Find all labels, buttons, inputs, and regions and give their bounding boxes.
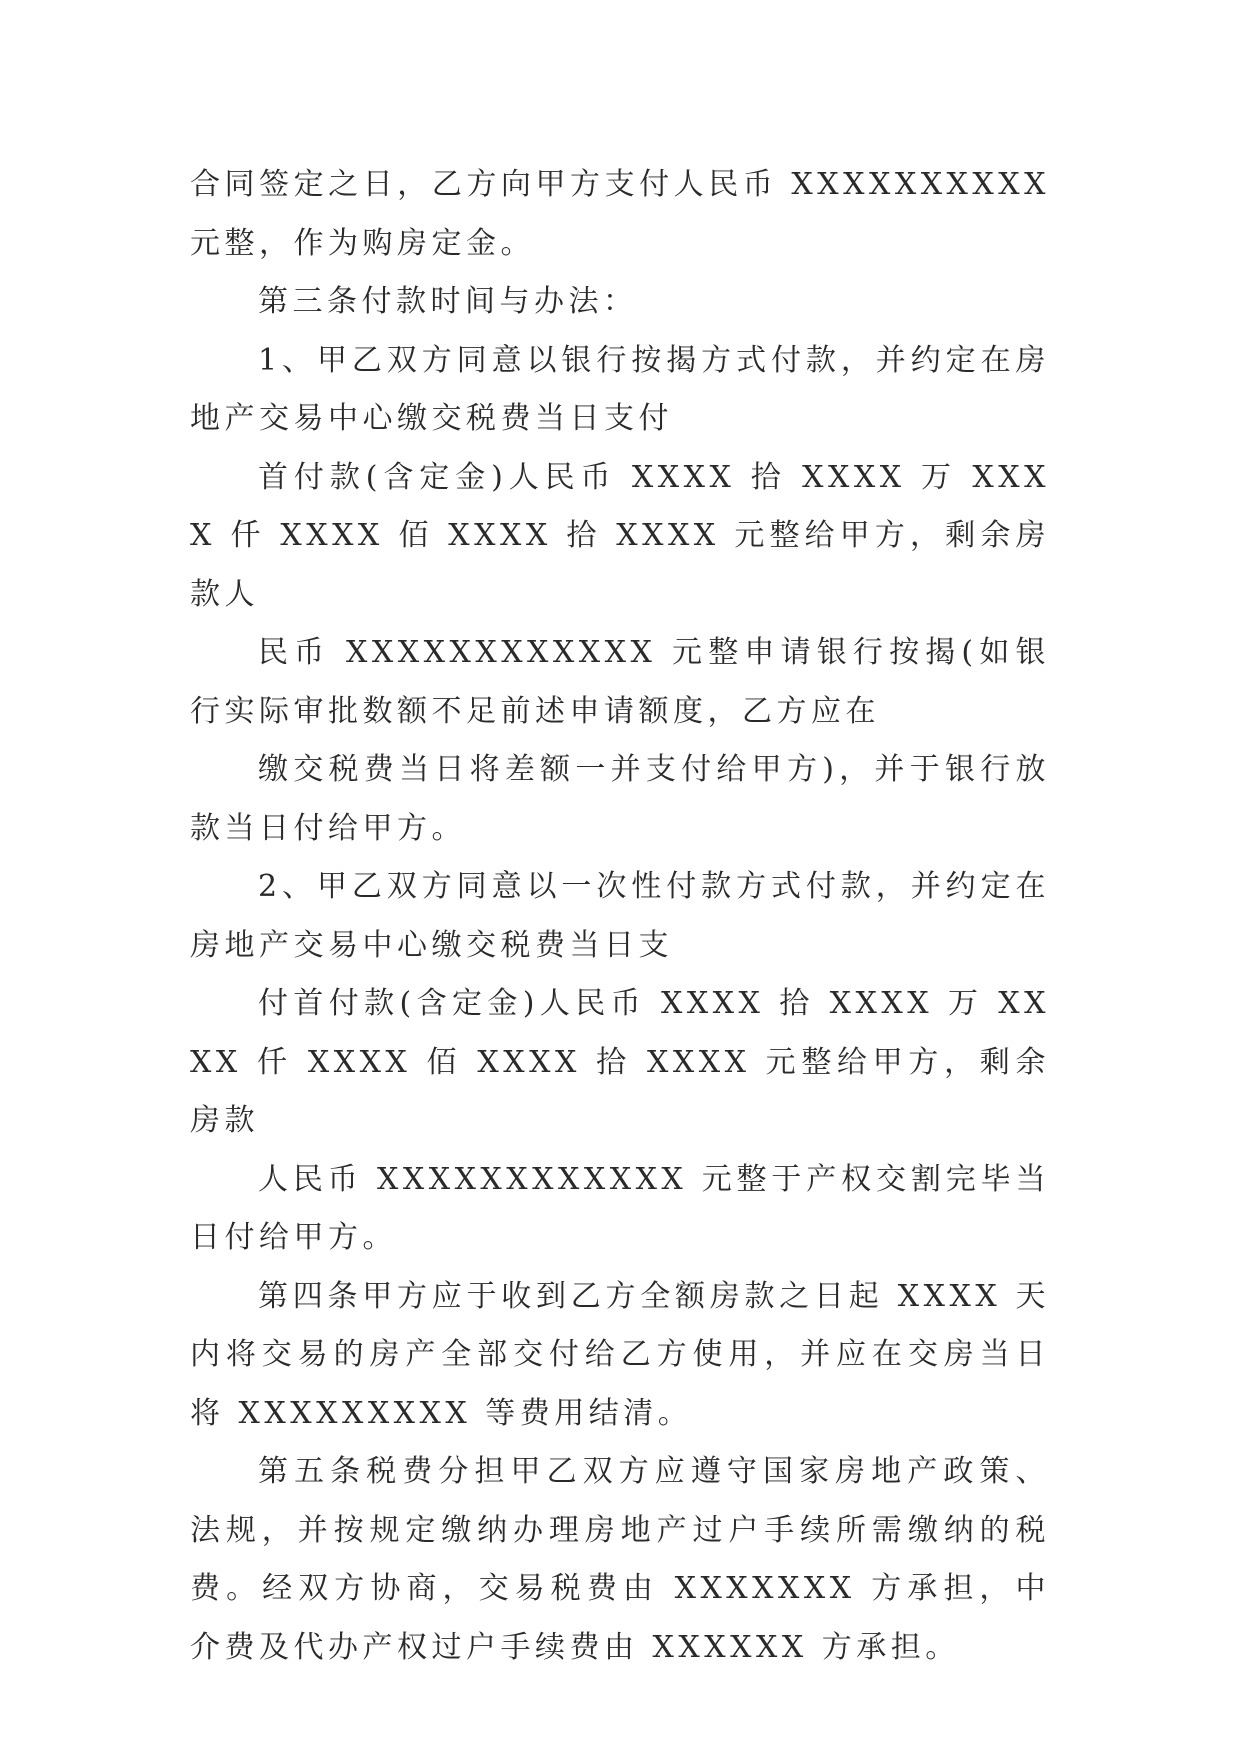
paragraph-article-5-taxes: 第五条税费分担甲乙双方应遵守国家房地产政策、法规，并按规定缴纳办理房地产过户手续所需缴纳的税费。经双方协商，交易税费由 XXXXXXX 方承担，中介费及代办产权过户手续费由 XXXXXX 方承担。 bbox=[190, 1454, 1050, 1665]
paragraph-mortgage-payment: 1、甲乙双方同意以银行按揭方式付款，并约定在房地产交易中心缴交税费当日支付 bbox=[190, 342, 1050, 436]
paragraph-difference-payment: 缴交税费当日将差额一并支付给甲方)，并于银行放款当日付给甲方。 bbox=[190, 752, 1050, 846]
paragraph-article-3-heading: 第三条付款时间与办法： bbox=[258, 284, 638, 319]
paragraph-mortgage-amount: 民币 XXXXXXXXXXXX 元整申请银行按揭(如银行实际审批数额不足前述申请额度，乙方应在 bbox=[190, 635, 1050, 729]
document-body bbox=[190, 156, 1050, 1677]
paragraph-lump-sum-payment: 2、甲乙双方同意以一次性付款方式付款，并约定在房地产交易中心缴交税费当日支 bbox=[190, 869, 1050, 963]
paragraph-article-4-delivery: 第四条甲方应于收到乙方全额房款之日起 XXXX 天内将交易的房产全部交付给乙方使用，并应在交房当日将 XXXXXXXXX 等费用结清。 bbox=[190, 1278, 1050, 1431]
paragraph-lump-sum-down-payment: 付首付款(含定金)人民币 XXXX 拾 XXXX 万 XXXX 仟 XXXX 佰 XXXX 拾 XXXX 元整给甲方，剩余房款 bbox=[190, 986, 1050, 1138]
paragraph-deposit: 合同签定之日，乙方向甲方支付人民币 XXXXXXXXXX 元整，作为购房定金。 bbox=[190, 167, 1050, 261]
paragraph-down-payment: 首付款(含定金)人民币 XXXX 拾 XXXX 万 XXXX 仟 XXXX 佰 XXXX 拾 XXXX 元整给甲方，剩余房款人 bbox=[190, 459, 1050, 612]
paragraph-remaining-payment: 人民币 XXXXXXXXXXXX 元整于产权交割完毕当日付给甲方。 bbox=[190, 1161, 1050, 1255]
